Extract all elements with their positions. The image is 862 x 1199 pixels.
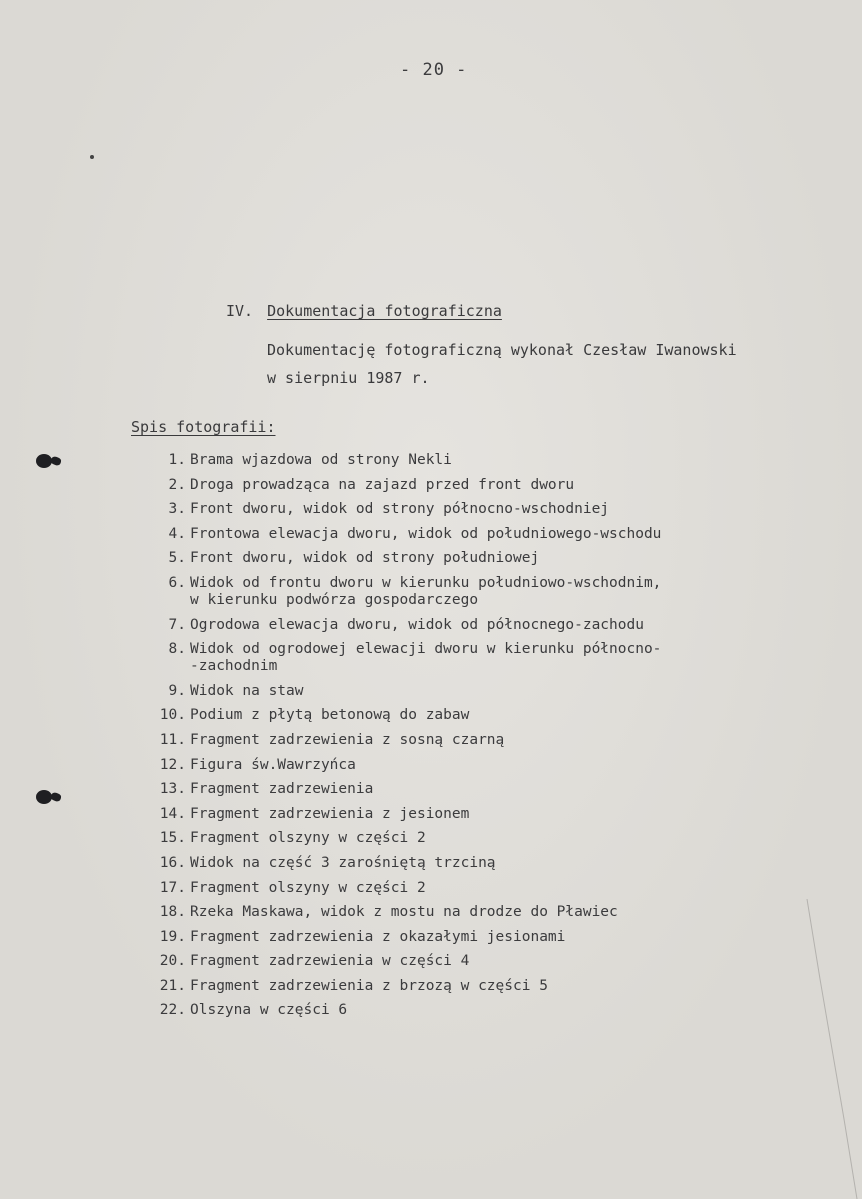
photo-description: Podium z płytą betonową do zabaw [190, 707, 470, 724]
photo-list-item [140, 855, 810, 872]
photo-description: Droga prowadząca na zajazd przed front dworu [190, 476, 575, 493]
photo-description: Widok od ogrodowej elewacji dworu w kierunku północno- -zachodnim [190, 641, 662, 675]
photo-description: Ogrodowa elewacja dworu, widok od północnego-zachodu [190, 616, 644, 633]
photo-list-item [140, 880, 810, 897]
photo-number: 13. [159, 781, 186, 798]
page-number: - 20 - [400, 60, 468, 80]
photo-number: 22. [159, 1002, 186, 1019]
photo-number: 20. [159, 953, 186, 970]
photo-list-item [140, 929, 810, 946]
photo-list-item [140, 550, 810, 567]
photo-description: Olszyna w części 6 [190, 1002, 348, 1019]
list-heading: Spis fotografii: [131, 418, 276, 436]
punch-hole [36, 790, 52, 804]
photo-list-item [140, 953, 810, 970]
photo-list-item [140, 781, 810, 798]
photo-description: Front dworu, widok od strony południowej [190, 550, 540, 567]
photo-list-item [140, 1002, 810, 1019]
ink-speck [90, 155, 94, 159]
photo-number: 11. [159, 731, 186, 748]
photo-list-item [140, 617, 810, 634]
photo-description: Fragment zadrzewienia z sosną czarną [190, 731, 505, 748]
paper-fold-mark [802, 899, 862, 1199]
photo-number: 4. [168, 525, 186, 542]
photo-number: 1. [168, 452, 186, 468]
photo-list-item [140, 575, 810, 609]
photo-number: 15. [159, 830, 186, 847]
photo-description: Fragment zadrzewienia [190, 781, 374, 798]
punch-hole [36, 454, 52, 468]
photo-description: Widok od frontu dworu w kierunku południowo-wschodnim, w kierunku podwórza gospodarczego [190, 574, 662, 608]
intro-line: w sierpniu 1987 r. [267, 369, 430, 387]
photo-description: Fragment zadrzewienia z jesionem [190, 805, 470, 822]
photo-list-item [140, 683, 810, 700]
photo-description: Widok na część 3 zarośniętą trzciną [190, 854, 496, 871]
photo-list-item [140, 452, 810, 469]
section-intro [267, 336, 737, 392]
photo-number: 6. [168, 574, 186, 591]
photo-description: Fragment zadrzewienia z okazałymi jesionami [190, 928, 566, 945]
photo-list-item [140, 501, 810, 518]
photo-list-item [140, 806, 810, 823]
photo-description: Rzeka Maskawa, widok z mostu na drodze do Pławiec [190, 904, 618, 921]
photo-number: 5. [168, 550, 186, 567]
photo-description: Frontowa elewacja dworu, widok od południowego-wschodu [190, 525, 662, 542]
photo-number: 7. [168, 616, 186, 633]
photo-number: 12. [159, 756, 186, 773]
photo-description: Brama wjazdowa od strony Nekli [190, 452, 452, 468]
section-title: Dokumentacja fotograficzna [267, 302, 502, 320]
photo-number: 9. [168, 682, 186, 699]
photo-description: Widok na staw [190, 682, 304, 699]
photo-list-item [140, 526, 810, 543]
photo-description: Fragment olszyny w części 2 [190, 830, 426, 847]
photo-list-item [140, 732, 810, 749]
photo-list-item [140, 830, 810, 847]
photo-number: 10. [159, 707, 186, 724]
intro-line: Dokumentację fotograficzną wykonał Czesław Iwanowski [267, 341, 737, 359]
photo-number: 8. [168, 641, 186, 658]
photo-description: Figura św.Wawrzyńca [190, 756, 356, 773]
photo-number: 17. [159, 879, 186, 896]
photo-number: 3. [168, 501, 186, 518]
section-heading [226, 302, 502, 320]
photo-number: 2. [168, 476, 186, 493]
photo-list-item [140, 757, 810, 774]
photo-list [140, 452, 810, 1027]
photo-description: Fragment zadrzewienia w części 4 [190, 953, 470, 970]
section-number: IV. [226, 302, 254, 320]
photo-description: Front dworu, widok od strony północno-wschodniej [190, 501, 610, 518]
photo-number: 14. [159, 805, 186, 822]
photo-number: 18. [159, 904, 186, 921]
photo-list-item [140, 641, 810, 675]
photo-number: 19. [159, 928, 186, 945]
photo-description: Fragment olszyny w części 2 [190, 879, 426, 896]
photo-list-item [140, 477, 810, 494]
photo-number: 21. [159, 977, 186, 994]
photo-list-item [140, 978, 810, 995]
photo-list-item [140, 707, 810, 724]
photo-number: 16. [159, 854, 186, 871]
photo-description: Fragment zadrzewienia z brzozą w części 5 [190, 977, 548, 994]
photo-list-item [140, 904, 810, 921]
